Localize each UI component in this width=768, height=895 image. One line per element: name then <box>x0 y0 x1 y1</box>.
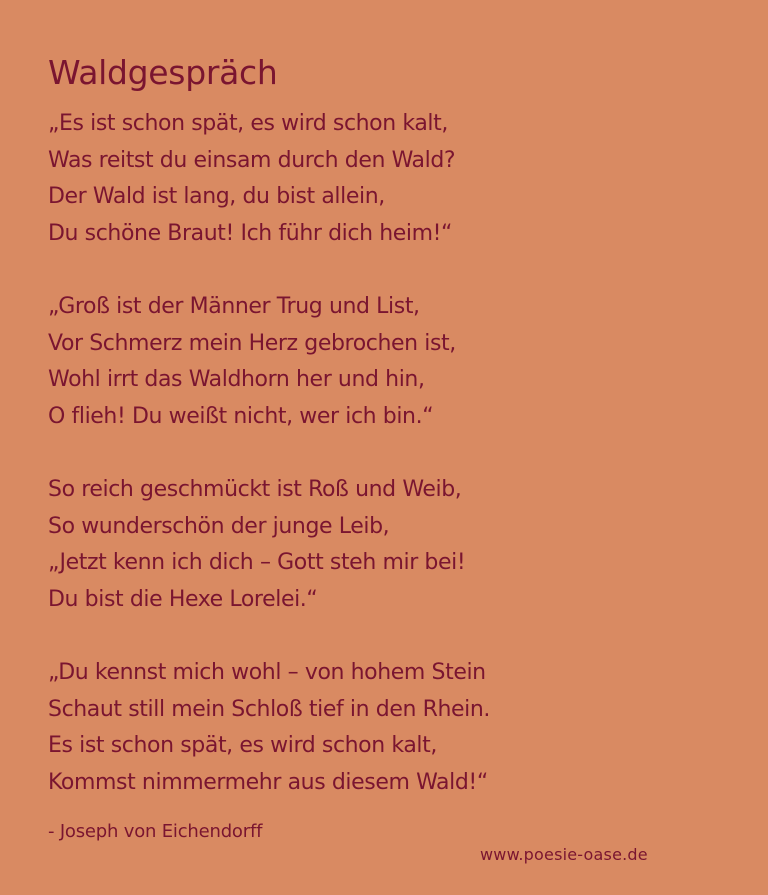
poem-line: Du schöne Braut! Ich führ dich heim!“ <box>48 220 453 246</box>
stanza-2 <box>48 289 738 435</box>
poem-line: „Es ist schon spät, es wird schon kalt, <box>48 111 448 136</box>
poem-author: - Joseph von Eichendorff <box>48 821 263 842</box>
poem-line: „Du kennst mich wohl – von hohem Stein <box>48 660 486 685</box>
poem-line: So wunderschön der junge Leib, <box>48 513 390 539</box>
poem-line: Vor Schmerz mein Herz gebrochen ist, <box>48 330 456 356</box>
poem-line: Was reitst du einsam durch den Wald? <box>48 147 456 173</box>
website-link[interactable]: www.poesie-oase.de <box>480 845 648 864</box>
poem-line: So reich geschmückt ist Roß und Weib, <box>48 477 462 502</box>
poem-line: Kommst nimmermehr aus diesem Wald!“ <box>48 769 488 795</box>
poem-line: Schaut still mein Schloß tief in den Rhein. <box>48 696 491 722</box>
stanza-1 <box>48 106 738 252</box>
poem-line: O flieh! Du weißt nicht, wer ich bin.“ <box>48 403 434 429</box>
poem-card <box>48 52 738 801</box>
poem-line: Der Wald ist lang, du bist allein, <box>48 184 385 209</box>
stanza-3 <box>48 472 738 618</box>
stanza-4 <box>48 655 738 801</box>
poem-title: Waldgespräch <box>48 53 278 92</box>
poem-line: „Jetzt kenn ich dich – Gott steh mir bei! <box>48 550 466 575</box>
poem-line: „Groß ist der Männer Trug und List, <box>48 294 420 319</box>
poem-line: Du bist die Hexe Lorelei.“ <box>48 586 318 612</box>
poem-line: Es ist schon spät, es wird schon kalt, <box>48 733 437 758</box>
poem-line: Wohl irrt das Waldhorn her und hin, <box>48 367 425 392</box>
